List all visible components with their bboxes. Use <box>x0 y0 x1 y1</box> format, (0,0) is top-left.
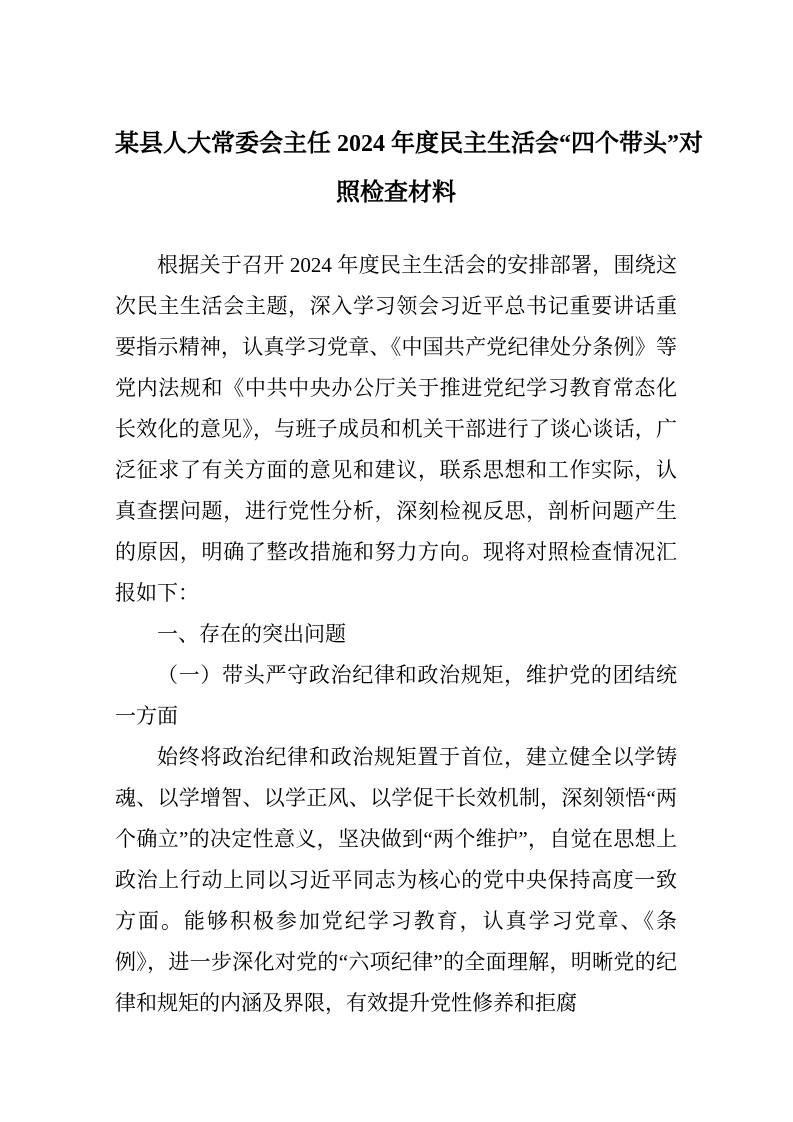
section-1-1-heading: （一）带头严守政治纪律和政治规矩，维护党的团结统一方面 <box>115 663 677 728</box>
document-title <box>115 120 703 218</box>
intro-paragraph: 根据关于召开 2024 年度民主生活会的安排部署，围绕这次民主生活会主题，深入学习领会习近平总书记重要讲话重要指示精神，认真学习党章、《中国共产党纪律处分条例》等党内法规和《中共中央办公厅关于推进党纪学习教育常态化长效化的意见》，与班子成员和机关干部进行了谈心谈话，广泛征求了有关方面的意见和建议，联系思想和工作实际，认真查摆问题，进行党性分析，深刻检视反思，剖析问题产生的原因，明确了整改措施和努力方向。现将对照检查情况汇报如下： <box>115 253 677 605</box>
document-content <box>115 120 703 1024</box>
document-title-line-2: 照检查材料 <box>336 180 456 206</box>
document-title-line-1: 某县人大常委会主任 2024 年度民主生活会“四个带头”对 <box>115 131 703 157</box>
section-1-heading: 一、存在的突出问题 <box>157 622 346 646</box>
section-1-1-paragraph: 始终将政治纪律和政治规矩置于首位，建立健全以学铸魂、以学增智、以学正风、以学促干长效机制，深刻领悟“两个确立”的决定性意义，坚决做到“两个维护”，自觉在思想上政治上行动上同以习近平同志为核心的党中央保持高度一致方面。能够积极参加党纪学习教育，认真学习党章、《条例》，进一步深化对党的“六项纪律”的全面理解，明晰党的纪律和规矩的内涵及界限，有效提升党性修养和拒腐 <box>115 745 677 1015</box>
document-body <box>115 245 677 1024</box>
